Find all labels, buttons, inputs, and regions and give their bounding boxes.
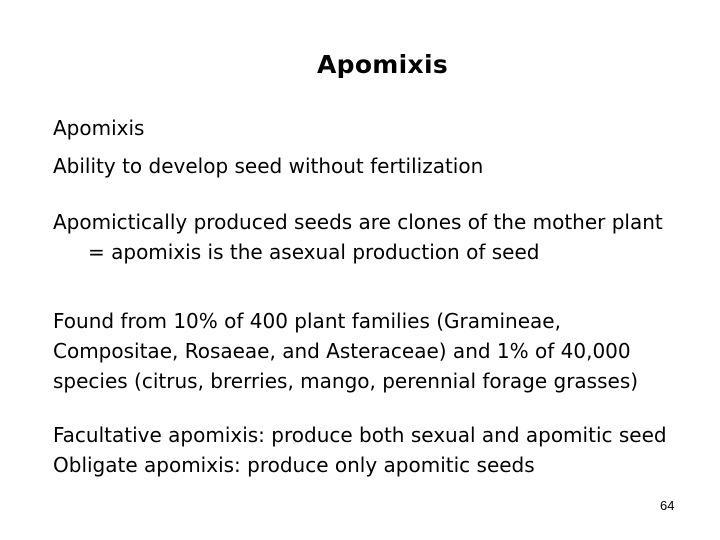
slide-title: Apomixis [316, 50, 448, 79]
distribution-line-3: species (citrus, brerries, mango, perennial forage grasses) [53, 369, 639, 393]
definition-text: Ability to develop seed without fertilization [53, 154, 484, 178]
facultative-apomixis-text: Facultative apomixis: produce both sexual and apomitic seed [53, 423, 667, 447]
page-number: 64 [660, 498, 675, 513]
clones-line-1: Apomictically produced seeds are clones of the mother plant [53, 210, 663, 234]
obligate-apomixis-text: Obligate apomixis: produce only apomitic seeds [53, 453, 535, 477]
clones-line-2: = apomixis is the asexual production of seed [88, 240, 540, 264]
section-heading: Apomixis [53, 116, 145, 140]
distribution-line-2: Compositae, Rosaeae, and Asteraceae) and 1% of 40,000 [53, 339, 631, 363]
distribution-line-1: Found from 10% of 400 plant families (Gramineae, [53, 309, 561, 333]
